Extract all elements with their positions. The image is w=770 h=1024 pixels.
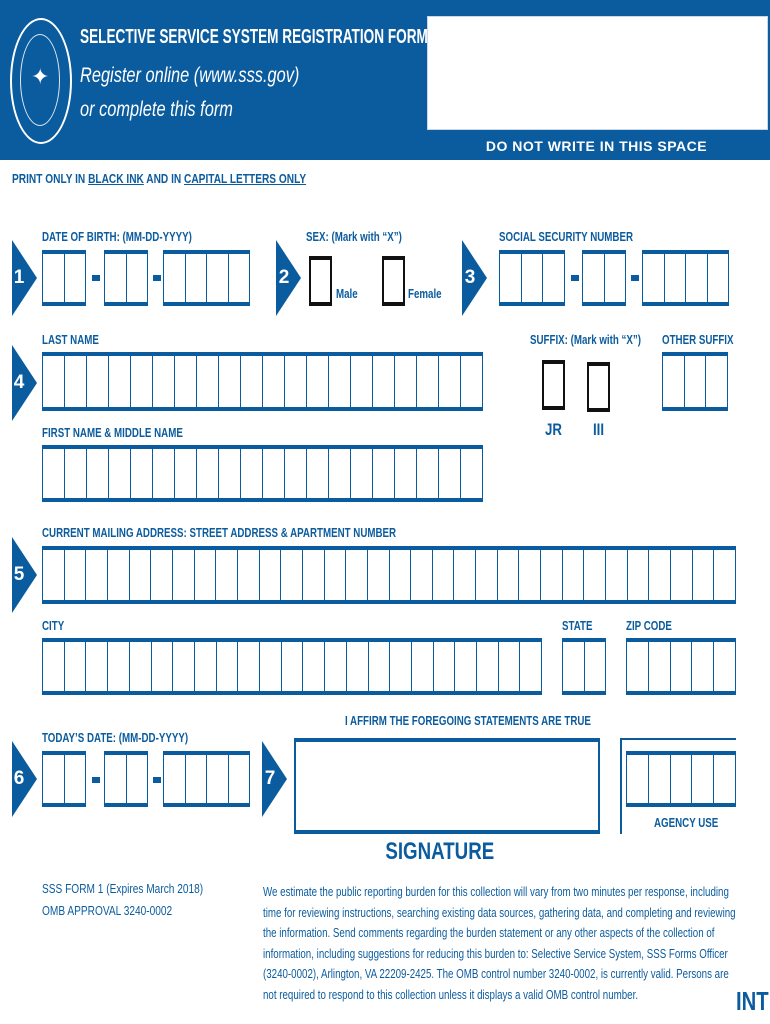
character-box[interactable] [583, 254, 605, 302]
character-box[interactable] [238, 642, 260, 691]
character-box[interactable] [207, 254, 229, 302]
character-box[interactable] [671, 550, 693, 600]
dash [92, 275, 100, 281]
character-box[interactable] [109, 449, 131, 498]
character-box[interactable] [87, 449, 109, 498]
character-box[interactable] [131, 449, 153, 498]
character-box[interactable] [65, 449, 87, 498]
character-box[interactable] [520, 642, 542, 691]
agency-use-label: AGENCY USE [654, 816, 719, 830]
character-box[interactable] [325, 550, 347, 600]
dash [631, 275, 639, 281]
affirm-statement: I AFFIRM THE FOREGOING STATEMENTS ARE TRUE [345, 714, 591, 728]
last-name-label: LAST NAME [42, 333, 99, 347]
city-input[interactable] [42, 638, 542, 695]
ssn-part1-input[interactable] [499, 250, 565, 306]
character-box[interactable] [585, 642, 607, 691]
character-box[interactable] [692, 642, 714, 691]
jr-label: JR [545, 420, 562, 439]
character-box[interactable] [43, 550, 65, 600]
dash [153, 275, 161, 281]
print-instructions: PRINT ONLY IN BLACK INK AND IN CAPITAL LETTERS ONLY [12, 171, 307, 186]
other-suffix-input[interactable] [662, 352, 728, 411]
character-box[interactable] [260, 642, 282, 691]
character-box[interactable] [263, 449, 285, 498]
male-checkbox[interactable] [309, 256, 332, 306]
iii-checkbox[interactable] [587, 362, 610, 412]
character-box[interactable] [373, 449, 395, 498]
character-box[interactable] [216, 550, 238, 600]
section-number: 4 [13, 372, 25, 393]
character-box[interactable] [693, 550, 715, 600]
character-box[interactable] [369, 642, 391, 691]
state-input[interactable] [562, 638, 606, 695]
character-box[interactable] [195, 642, 217, 691]
character-box[interactable] [207, 755, 229, 803]
register-online-text: Register online (www.sss.gov) [80, 64, 300, 87]
today-month-input[interactable] [42, 751, 86, 807]
character-box[interactable] [606, 550, 628, 600]
character-box[interactable] [173, 550, 195, 600]
character-box[interactable] [627, 642, 649, 691]
character-box[interactable] [685, 356, 707, 407]
first-middle-name-input[interactable] [42, 445, 483, 502]
character-box[interactable] [260, 550, 282, 600]
city-label: CITY [42, 619, 65, 633]
character-box[interactable] [43, 254, 65, 302]
character-box[interactable] [229, 755, 251, 803]
character-box[interactable] [197, 356, 219, 407]
section-number: 5 [13, 564, 25, 585]
dash [92, 777, 100, 783]
todays-date-label: TODAY’S DATE: (MM-DD-YYYY) [42, 731, 189, 745]
character-box[interactable] [130, 642, 152, 691]
character-box[interactable] [173, 642, 195, 691]
character-box[interactable] [43, 642, 65, 691]
character-box[interactable] [643, 254, 665, 302]
character-box[interactable] [285, 449, 307, 498]
character-box [671, 755, 693, 803]
character-box[interactable] [329, 356, 351, 407]
character-box[interactable] [663, 356, 685, 407]
character-box[interactable] [454, 550, 476, 600]
character-box[interactable] [307, 449, 329, 498]
character-box[interactable] [628, 550, 650, 600]
character-box[interactable] [153, 449, 175, 498]
ssn-part2-input[interactable] [582, 250, 626, 306]
female-checkbox[interactable] [382, 256, 405, 306]
character-box[interactable] [307, 356, 329, 407]
character-box[interactable] [43, 755, 65, 803]
iii-label: III [593, 420, 605, 439]
dob-year-input[interactable] [163, 250, 250, 306]
character-box[interactable] [186, 254, 208, 302]
character-box[interactable] [605, 254, 627, 302]
character-box[interactable] [65, 642, 87, 691]
character-box[interactable] [708, 254, 730, 302]
character-box[interactable] [412, 642, 434, 691]
do-not-write-label: DO NOT WRITE IN THIS SPACE [485, 138, 708, 154]
character-box[interactable] [65, 254, 87, 302]
zip-label: ZIP CODE [626, 619, 672, 633]
character-box[interactable] [476, 550, 498, 600]
sss-seal-logo [10, 18, 72, 144]
character-box[interactable] [541, 550, 563, 600]
character-box[interactable] [43, 356, 65, 407]
character-box[interactable] [390, 550, 412, 600]
signature-field[interactable] [294, 738, 600, 834]
character-box[interactable] [219, 356, 241, 407]
character-box[interactable] [241, 356, 263, 407]
character-box[interactable] [285, 356, 307, 407]
character-box[interactable] [500, 254, 522, 302]
character-box[interactable] [197, 449, 219, 498]
character-box[interactable] [329, 449, 351, 498]
character-box[interactable] [86, 642, 108, 691]
character-box[interactable] [433, 550, 455, 600]
character-box[interactable] [217, 642, 239, 691]
section-number: 2 [278, 267, 290, 288]
character-box[interactable] [563, 642, 585, 691]
character-box[interactable] [417, 449, 439, 498]
first-name-label: FIRST NAME & MIDDLE NAME [42, 426, 183, 440]
character-box [627, 755, 649, 803]
dob-label: DATE OF BIRTH: (MM-DD-YYYY) [42, 230, 192, 244]
character-box[interactable] [241, 449, 263, 498]
section-number: 1 [13, 267, 25, 288]
character-box [714, 755, 736, 803]
character-box[interactable] [390, 642, 412, 691]
character-box[interactable] [195, 550, 217, 600]
character-box[interactable] [229, 254, 251, 302]
character-box[interactable] [186, 755, 208, 803]
character-box[interactable] [543, 254, 565, 302]
ssn-part3-input[interactable] [642, 250, 729, 306]
character-box[interactable] [706, 356, 728, 407]
burden-statement: We estimate the public reporting burden for this collection will vary from two minutes per response, including time for reviewing instructions, searching existing data sources, gathering data, and completing and reviewing the information. Send comments regarding the burden statement or any other aspects of the collection of information, including suggestions for reducing this burden to: Selective Service System, SSS Forms Officer (3240-0002), Arlington, VA 22209-2425. The OMB control number 3240-0002, is currently valid. Persons are not required to respond to this collection unless it displays a valid OMB control number. [263, 885, 736, 1002]
character-box[interactable] [584, 550, 606, 600]
section-number: 6 [13, 768, 25, 789]
character-box[interactable] [439, 356, 461, 407]
character-box[interactable] [130, 550, 152, 600]
character-box[interactable] [373, 356, 395, 407]
character-box[interactable] [714, 550, 736, 600]
section-number: 7 [264, 768, 276, 789]
jr-checkbox[interactable] [542, 360, 565, 410]
character-box[interactable] [131, 356, 153, 407]
dash [571, 275, 579, 281]
character-box[interactable] [127, 755, 149, 803]
character-box[interactable] [325, 642, 347, 691]
dob-month-input[interactable] [42, 250, 86, 306]
character-box[interactable] [714, 642, 736, 691]
character-box[interactable] [65, 550, 87, 600]
character-box [649, 755, 671, 803]
today-day-input[interactable] [104, 751, 148, 807]
ssn-label: SOCIAL SECURITY NUMBER [499, 230, 633, 244]
street-address-input[interactable] [42, 546, 736, 604]
character-box[interactable] [346, 550, 368, 600]
character-box[interactable] [109, 356, 131, 407]
character-box[interactable] [164, 254, 186, 302]
zip-input[interactable] [626, 638, 736, 695]
character-box[interactable] [563, 550, 585, 600]
character-box[interactable] [498, 550, 520, 600]
eagle-icon: ✦ [31, 64, 50, 89]
character-box[interactable] [238, 550, 260, 600]
character-box[interactable] [522, 254, 544, 302]
agency-use-boxes [626, 751, 736, 807]
last-name-input[interactable] [42, 352, 483, 411]
form-id: SSS FORM 1 (Expires March 2018) [42, 881, 204, 896]
dob-day-input[interactable] [104, 250, 148, 306]
character-box[interactable] [347, 642, 369, 691]
character-box[interactable] [434, 642, 456, 691]
character-box[interactable] [282, 642, 304, 691]
character-box[interactable] [151, 550, 173, 600]
character-box[interactable] [303, 642, 325, 691]
character-box[interactable] [108, 642, 130, 691]
character-box[interactable] [219, 449, 241, 498]
character-box[interactable] [395, 449, 417, 498]
section-number: 3 [464, 267, 476, 288]
character-box[interactable] [127, 254, 149, 302]
character-box[interactable] [411, 550, 433, 600]
character-box[interactable] [671, 642, 693, 691]
omb-approval: OMB APPROVAL 3240-0002 [42, 903, 173, 918]
character-box[interactable] [281, 550, 303, 600]
form-title: SELECTIVE SERVICE SYSTEM REGISTRATION FORM [80, 26, 428, 48]
character-box[interactable] [477, 642, 499, 691]
address-label: CURRENT MAILING ADDRESS: STREET ADDRESS & APARTMENT NUMBER [42, 526, 397, 540]
character-box[interactable] [455, 642, 477, 691]
character-box[interactable] [649, 550, 671, 600]
character-box[interactable] [395, 356, 417, 407]
character-box[interactable] [439, 449, 461, 498]
character-box[interactable] [153, 356, 175, 407]
signature-label: SIGNATURE [385, 838, 495, 865]
complete-form-text: or complete this form [80, 98, 233, 121]
character-box[interactable] [152, 642, 174, 691]
character-box[interactable] [105, 254, 127, 302]
state-label: STATE [562, 619, 593, 633]
character-box[interactable] [86, 550, 108, 600]
other-suffix-label: OTHER SUFFIX [662, 333, 734, 347]
character-box[interactable] [499, 642, 521, 691]
character-box[interactable] [65, 755, 87, 803]
dash [153, 777, 161, 783]
character-box[interactable] [368, 550, 390, 600]
character-box[interactable] [649, 642, 671, 691]
sex-label: SEX: (Mark with “X”) [306, 230, 402, 244]
character-box[interactable] [303, 550, 325, 600]
character-box[interactable] [665, 254, 687, 302]
character-box [692, 755, 714, 803]
male-label: Male [336, 287, 358, 301]
character-box[interactable] [519, 550, 541, 600]
character-box[interactable] [417, 356, 439, 407]
character-box[interactable] [175, 356, 197, 407]
character-box[interactable] [65, 356, 87, 407]
character-box[interactable] [351, 356, 373, 407]
character-box[interactable] [263, 356, 285, 407]
character-box[interactable] [105, 755, 127, 803]
character-box[interactable] [351, 449, 373, 498]
female-label: Female [408, 287, 442, 301]
character-box[interactable] [461, 449, 483, 498]
form-code: INT [736, 986, 769, 1016]
character-box[interactable] [686, 254, 708, 302]
character-box[interactable] [164, 755, 186, 803]
character-box[interactable] [175, 449, 197, 498]
today-year-input[interactable] [163, 751, 250, 807]
character-box[interactable] [43, 449, 65, 498]
suffix-label: SUFFIX: (Mark with “X”) [530, 333, 642, 347]
character-box[interactable] [108, 550, 130, 600]
character-box[interactable] [461, 356, 483, 407]
character-box[interactable] [87, 356, 109, 407]
